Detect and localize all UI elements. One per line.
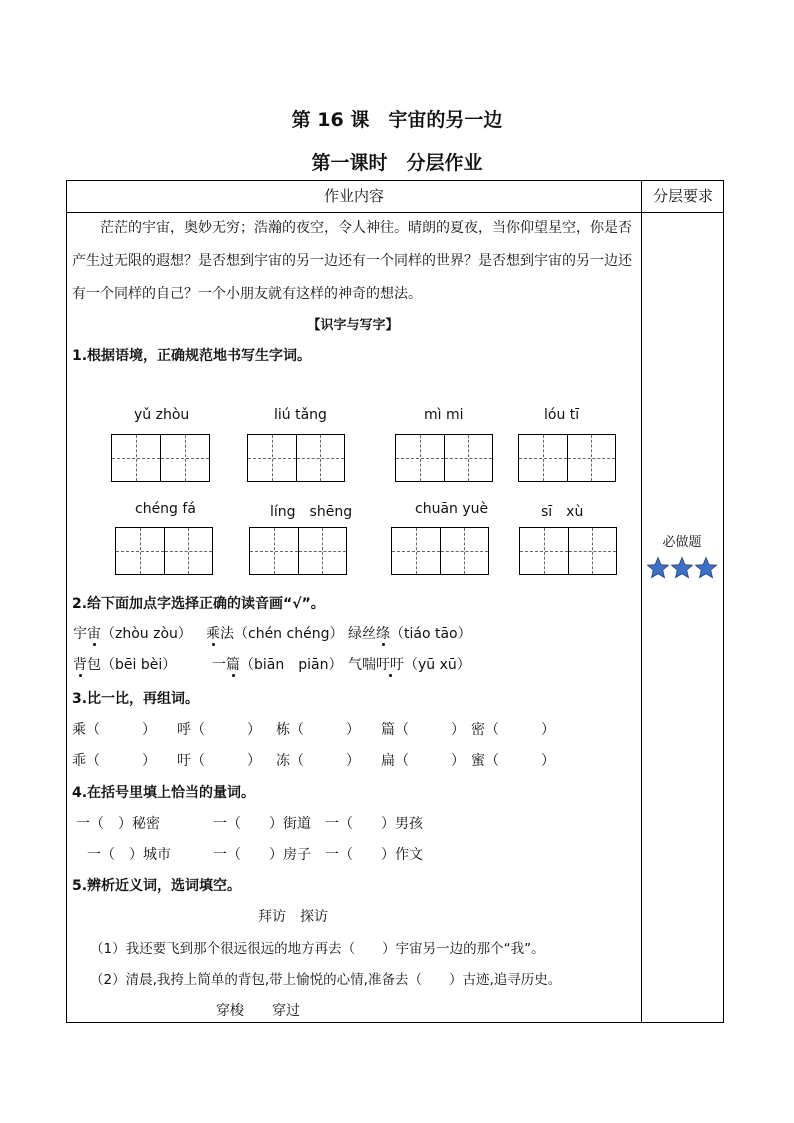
star-icon <box>670 556 694 580</box>
reading-choice: 宇宙（zhòu zòu） <box>73 626 192 642</box>
writing-grid[interactable] <box>111 434 210 482</box>
compare-item: 扁（ ） <box>381 753 465 769</box>
measure-word-item: 一（ ）作文 <box>325 847 423 863</box>
question-5-title: 5.辨析近义词，选词填空。 <box>72 878 242 894</box>
pinyin-label: liú tǎng <box>274 407 327 423</box>
question-1-title: 1.根据语境，正确规范地书写生字词。 <box>72 348 312 364</box>
reading-choice: 乘法（chén chéng） <box>206 626 344 642</box>
pinyin-label: yǔ zhòu <box>134 407 190 423</box>
measure-word-item: 一（ ）房子 <box>213 847 311 863</box>
measure-word-item: 一（ ）秘密 <box>76 816 160 832</box>
column-divider <box>641 181 642 1022</box>
measure-word-item: 一（ ）男孩 <box>325 816 423 832</box>
pinyin-label: chéng fá <box>135 501 196 517</box>
compare-item: 冻（ ） <box>276 753 360 769</box>
section-heading: 【识字与写字】 <box>307 318 399 333</box>
sentence-2: （2）清晨,我挎上简单的背包,带上愉悦的心情,准备去（ ）古迹,追寻历史。 <box>90 972 562 988</box>
intro-paragraph: 茫茫的宇宙，奥妙无穷；浩瀚的夜空，令人神往。晴朗的夏夜，当你仰望星空，你是否产生过无限的遐想？是否想到宇宙的另一边还有一个同样的世界？是否想到宇宙的另一边还有一个同样的自己？一个小朋友就有这样的神奇的想法。 <box>72 220 632 302</box>
header-level: 分层要求 <box>652 187 713 205</box>
difficulty-stars <box>646 556 718 580</box>
page-title: 第 16 课 宇宙的另一边 <box>291 109 503 131</box>
writing-grid[interactable] <box>519 527 617 575</box>
page-subtitle: 第一课时 分层作业 <box>311 152 483 174</box>
pinyin-label: sī xù <box>541 504 584 520</box>
writing-grid[interactable] <box>518 434 616 482</box>
header-content: 作业内容 <box>323 187 384 205</box>
compare-item: 篇（ ） <box>381 722 465 738</box>
level-label: 必做题 <box>662 535 702 550</box>
writing-grid[interactable] <box>249 527 347 575</box>
star-icon <box>646 556 670 580</box>
compare-item: 密（ ） <box>471 722 555 738</box>
question-3-title: 3.比一比，再组词。 <box>72 691 200 707</box>
sentence-1: （1）我还要飞到那个很远很远的地方再去（ ）宇宙另一边的那个“我”。 <box>90 941 545 957</box>
compare-item: 吁（ ） <box>177 753 261 769</box>
word-choices: 穿梭 穿过 <box>216 1003 300 1019</box>
measure-word-item: 一（ ）城市 <box>87 847 171 863</box>
pinyin-label: mì mi <box>424 407 464 423</box>
writing-grid[interactable] <box>391 527 489 575</box>
compare-item: 乘（ ） <box>72 722 156 738</box>
writing-grid[interactable] <box>395 434 493 482</box>
writing-grid[interactable] <box>115 527 213 575</box>
word-choices: 拜访 探访 <box>258 909 328 925</box>
reading-choice: 气喘吁吁（yū xū） <box>348 657 471 673</box>
reading-choice: 绿丝绦（tiáo tāo） <box>348 626 472 642</box>
compare-item: 栋（ ） <box>276 722 360 738</box>
pinyin-label: chuān yuè <box>415 501 489 517</box>
question-2-title: 2.给下面加点字选择正确的读音画“√”。 <box>72 596 325 612</box>
compare-item: 蜜（ ） <box>471 753 555 769</box>
star-icon <box>694 556 718 580</box>
reading-choice: 一篇（biān piān） <box>212 657 343 673</box>
compare-item: 乖（ ） <box>72 753 156 769</box>
writing-grid[interactable] <box>247 434 345 482</box>
reading-choice: 背包（bēi bèi） <box>73 657 177 673</box>
question-4-title: 4.在括号里填上恰当的量词。 <box>72 785 256 801</box>
measure-word-item: 一（ ）街道 <box>213 816 311 832</box>
pinyin-label: lóu tī <box>544 407 580 423</box>
pinyin-label: líng shēng <box>270 504 353 520</box>
compare-item: 呼（ ） <box>177 722 261 738</box>
